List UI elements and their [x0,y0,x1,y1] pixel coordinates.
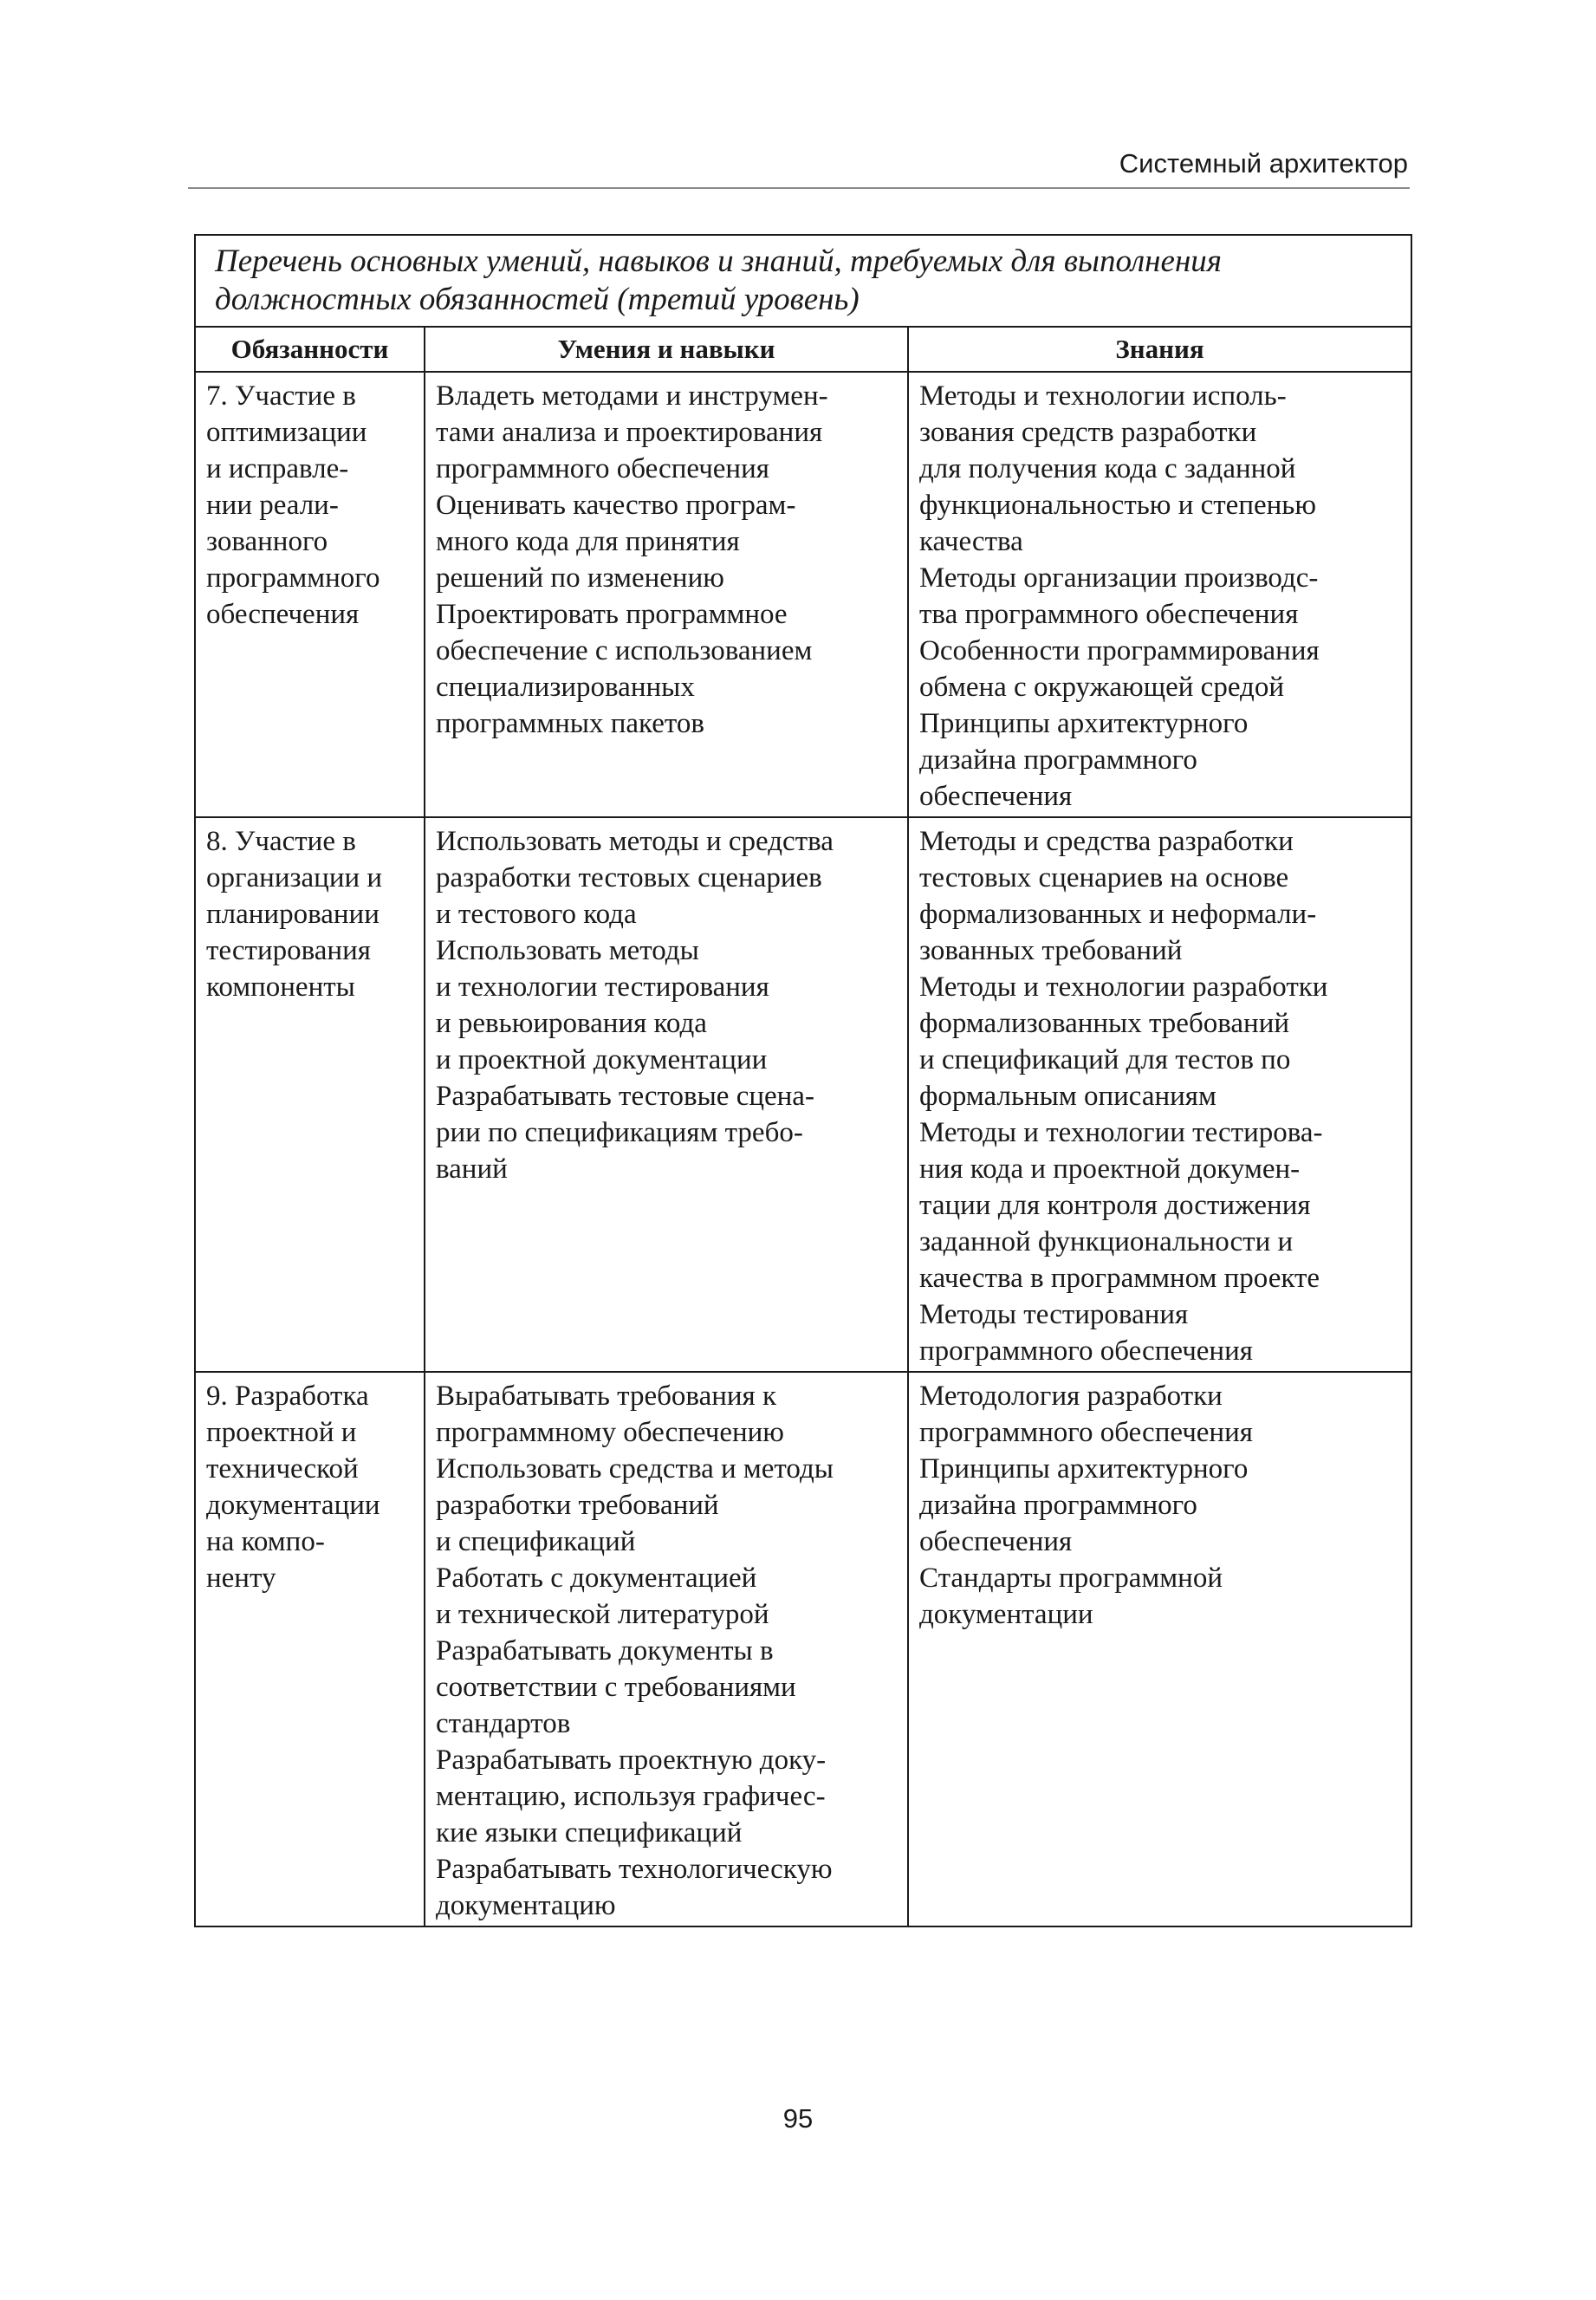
cell-line: и проектной документации [436,1044,768,1075]
cell-line: тации для контроля достижения [919,1190,1311,1221]
cell-line: дизайна программного [919,744,1197,776]
cell-line: Методы и средства разработки [919,826,1294,857]
column-header-knowledge: Знания [908,327,1411,372]
cell-line: для получения кода с заданной [919,453,1296,484]
cell-line: решений по изменению [436,562,724,594]
cell-line: разработки тестовых сценариев [436,862,822,893]
cell-line: программному обеспечению [436,1417,784,1448]
cell-line: технической [206,1453,359,1485]
cell-line: и исправле- [206,453,349,484]
cell-line: Методы и технологии разработки [919,971,1328,1003]
cell-line: проектной и [206,1417,357,1448]
cell-line: стандартов [436,1708,571,1739]
cell-line: Принципы архитектурного [919,708,1249,739]
cell-line: организации и [206,862,383,893]
cell-line: рии по спецификациям требо- [436,1117,803,1148]
skills-cell [425,817,908,1372]
cell-line: Работать с документацией [436,1563,757,1594]
knowledge-cell [908,1372,1411,1926]
cell-line: специализированных [436,672,695,703]
table-row [195,817,1411,1372]
cell-line: кие языки спецификаций [436,1817,743,1848]
cell-line: тестовых сценариев на основе [919,862,1289,893]
cell-line: Использовать методы и средства [436,826,834,857]
table-caption [195,235,1411,327]
duty-cell [195,817,425,1372]
cell-line: и спецификаций для тестов по [919,1044,1291,1075]
cell-line: и ревьюирования кода [436,1008,707,1039]
cell-line: ментацию, используя графичес- [436,1781,826,1812]
cell-line: разработки требований [436,1490,719,1521]
cell-line: обмена с окружающей средой [919,672,1284,703]
cell-line: Использовать методы [436,935,699,966]
cell-line: ния кода и проектной докумен- [919,1153,1301,1185]
header-row [195,327,1411,372]
skills-cell [425,1372,908,1926]
knowledge-cell [908,817,1411,1372]
cell-line: Методы организации производс- [919,562,1319,594]
caption-row [195,235,1411,327]
cell-line: документации [919,1599,1093,1630]
table-row [195,372,1411,817]
column-header-duties: Обязанности [195,327,425,372]
cell-line: 8. Участие в [206,826,356,857]
caption-line: Перечень основных умений, навыков и знаний, требуемых для выполнения [215,244,1222,279]
cell-line: программного [206,562,380,594]
cell-line: ваний [436,1153,508,1185]
cell-line: обеспечения [919,1526,1073,1557]
cell-line: тестирования [206,935,371,966]
cell-line: Особенности программирования [919,635,1320,666]
cell-line: программного обеспечения [919,1335,1253,1367]
cell-line: и технологии тестирования [436,971,769,1003]
cell-line: соответствии с требованиями [436,1672,796,1703]
cell-line: программных пакетов [436,708,704,739]
cell-line: и технической литературой [436,1599,769,1630]
cell-line: обеспечения [919,781,1073,812]
cell-line: Методы и технологии тестирова- [919,1117,1323,1148]
cell-line: зованного [206,526,328,557]
cell-line: на компо- [206,1526,325,1557]
cell-line: документацию [436,1890,616,1921]
skills-cell [425,372,908,817]
cell-line: Вырабатывать требования к [436,1381,777,1412]
cell-line: функциональностью и степенью [919,490,1316,521]
cell-line: 7. Участие в [206,380,356,412]
cell-line: Разрабатывать тестовые сцена- [436,1081,814,1112]
cell-line: 9. Разработка [206,1381,369,1412]
cell-line: зования средств разработки [919,417,1257,448]
duty-cell [195,1372,425,1926]
duty-cell [195,372,425,817]
table-body [195,372,1411,1926]
cell-line: программного обеспечения [436,453,769,484]
cell-line: обеспечение с использованием [436,635,813,666]
knowledge-cell [908,372,1411,817]
cell-line: Разрабатывать проектную доку- [436,1744,827,1776]
cell-line: Разрабатывать технологическую [436,1854,833,1885]
cell-line: Использовать средства и методы [436,1453,834,1485]
cell-line: Разрабатывать документы в [436,1635,774,1667]
cell-line: оптимизации [206,417,367,448]
cell-line: качества в программном проекте [919,1263,1320,1294]
cell-line: Методы тестирования [919,1299,1189,1330]
cell-line: качества [919,526,1023,557]
cell-line: нии реали- [206,490,339,521]
cell-line: Стандарты программной [919,1563,1223,1594]
cell-line: тва программного обеспечения [919,599,1299,630]
header-rule [188,187,1410,189]
cell-line: Владеть методами и инструмен- [436,380,828,412]
table-row [195,1372,1411,1926]
cell-line: дизайна программного [919,1490,1197,1521]
cell-line: Методология разработки [919,1381,1223,1412]
page-number: 95 [782,2103,814,2134]
cell-line: планировании [206,899,380,930]
column-header-skills: Умения и навыки [425,327,908,372]
cell-line: Методы и технологии исполь- [919,380,1287,412]
cell-line: Оценивать качество програм- [436,490,796,521]
cell-line: Проектировать программное [436,599,788,630]
running-head: Системный архитектор [1119,148,1408,179]
cell-line: и спецификаций [436,1526,636,1557]
cell-line: тами анализа и проектирования [436,417,823,448]
cell-line: зованных требований [919,935,1183,966]
cell-line: много кода для принятия [436,526,740,557]
competency-table [194,234,1412,1927]
cell-line: программного обеспечения [919,1417,1253,1448]
cell-line: компоненты [206,971,355,1003]
cell-line: обеспечения [206,599,360,630]
caption-line: должностных обязанностей (третий уровень) [215,282,860,317]
cell-line: и тестового кода [436,899,637,930]
cell-line: ненту [206,1563,276,1594]
cell-line: документации [206,1490,380,1521]
cell-line: формализованных и неформали- [919,899,1317,930]
cell-line: Принципы архитектурного [919,1453,1249,1485]
cell-line: формальным описаниям [919,1081,1216,1112]
cell-line: заданной функциональности и [919,1226,1294,1257]
cell-line: формализованных требований [919,1008,1290,1039]
